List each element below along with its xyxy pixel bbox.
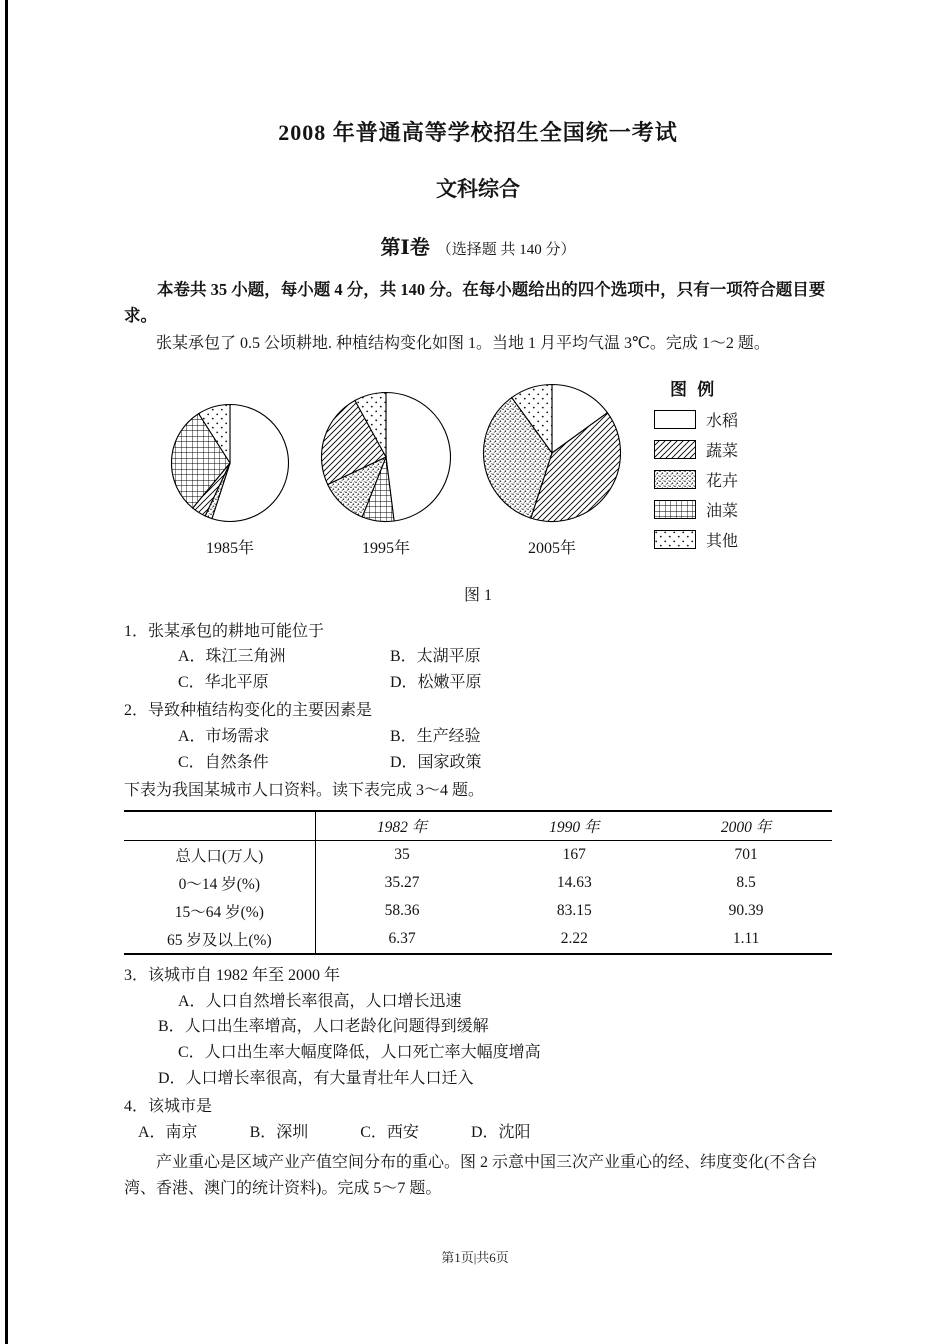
pie-chart-1995年 bbox=[320, 391, 452, 523]
row-label: 0～14 岁(%) bbox=[124, 869, 315, 897]
question-4 bbox=[124, 1094, 832, 1146]
table-header-empty bbox=[124, 811, 315, 841]
pie-year-label: 1995年 bbox=[361, 539, 410, 557]
pie-chart-block bbox=[170, 403, 290, 558]
question-2 bbox=[124, 698, 832, 776]
rape-pattern-swatch-icon bbox=[654, 500, 696, 519]
question-4-option-b: B．深圳 bbox=[249, 1124, 309, 1142]
table-intro: 下表为我国某城市人口资料。读下表完成 3～4 题。 bbox=[124, 782, 485, 800]
question-3 bbox=[124, 963, 832, 1093]
page-footer: 第1页|共6页 bbox=[441, 1250, 509, 1265]
legend-items bbox=[654, 408, 738, 551]
pie-chart-block bbox=[482, 383, 622, 558]
table-header-2000: 2000 年 bbox=[660, 811, 832, 841]
table-cell: 83.15 bbox=[556, 901, 592, 919]
pie-chart-block bbox=[320, 391, 452, 558]
table-cell: 90.39 bbox=[728, 901, 764, 919]
question-1-option-b: B．太湖平原 bbox=[390, 648, 481, 666]
section-name: 第Ⅰ卷 bbox=[380, 237, 430, 259]
question-4-stem: 4．该城市是 bbox=[124, 1098, 213, 1116]
population-table bbox=[124, 810, 832, 955]
question-3-option-c: C．人口出生率大幅度降低，人口死亡率大幅度增高 bbox=[178, 1044, 541, 1062]
row-label: 总人口(万人) bbox=[124, 840, 315, 869]
page-subtitle: 文科综合 bbox=[436, 177, 520, 201]
section-note: （选择题 共 140 分） bbox=[436, 242, 576, 258]
page-title: 2008 年普通高等学校招生全国统一考试 bbox=[278, 120, 678, 145]
table-cell: 58.36 bbox=[384, 901, 420, 919]
table-cell: 35 bbox=[394, 845, 410, 863]
table-cell: 14.63 bbox=[556, 873, 592, 891]
question-1-option-a: A．珠江三角洲 bbox=[178, 648, 286, 666]
question-2-option-d: D．国家政策 bbox=[390, 754, 482, 772]
legend-item-veg bbox=[654, 438, 738, 461]
table-cell: 35.27 bbox=[384, 873, 420, 891]
legend-label: 水稻 bbox=[706, 412, 739, 430]
legend-label: 其他 bbox=[706, 532, 739, 550]
table-cell: 1.11 bbox=[732, 929, 760, 947]
pie-year-label: 2005年 bbox=[527, 539, 576, 557]
table-cell: 701 bbox=[734, 845, 758, 863]
question-1-option-d: D．松嫩平原 bbox=[390, 674, 482, 692]
pie-chart-1985年 bbox=[170, 403, 290, 523]
table-header-1990: 1990 年 bbox=[488, 811, 660, 841]
table-cell: 6.37 bbox=[388, 929, 416, 947]
pie-chart-2005年 bbox=[482, 383, 622, 523]
question-4-option-d: D．沈阳 bbox=[470, 1124, 531, 1142]
legend-item-other bbox=[654, 528, 738, 551]
pie-charts bbox=[124, 373, 622, 558]
question-3-option-b: B．人口出生率增高，人口老龄化问题得到缓解 bbox=[158, 1018, 489, 1036]
question-1-option-c: C．华北平原 bbox=[178, 674, 269, 692]
table-cell: 2.22 bbox=[560, 929, 588, 947]
question-3-option-d: D．人口增长率很高，有大量青壮年人口迁入 bbox=[158, 1070, 474, 1088]
veg-pattern-swatch-icon bbox=[654, 440, 696, 459]
legend-title: 图 例 bbox=[670, 379, 718, 399]
question-4-option-c: C．西安 bbox=[360, 1124, 419, 1142]
scan-edge-line bbox=[5, 0, 8, 1344]
rice-pattern-swatch-icon bbox=[654, 410, 696, 429]
legend-item-flower bbox=[654, 468, 738, 491]
table-row bbox=[124, 897, 832, 925]
figure-1 bbox=[124, 373, 832, 558]
question-3-option-a: A．人口自然增长率很高，人口增长迅速 bbox=[178, 992, 462, 1010]
question-2-options bbox=[124, 724, 832, 776]
table-header-1982: 1982 年 bbox=[315, 811, 488, 841]
table-row bbox=[124, 925, 832, 954]
question-2-stem: 2．导致种植结构变化的主要因素是 bbox=[124, 702, 373, 720]
table-row bbox=[124, 840, 832, 869]
legend-label: 花卉 bbox=[706, 472, 739, 490]
legend-label: 蔬菜 bbox=[706, 442, 739, 460]
other-pattern-swatch-icon bbox=[654, 530, 696, 549]
flower-pattern-swatch-icon bbox=[654, 470, 696, 489]
question-4-options bbox=[124, 1120, 832, 1146]
question-1-options bbox=[124, 644, 832, 696]
questions-1-2-intro: 张某承包了 0.5 公顷耕地. 种植结构变化如图 1。当地 1 月平均气温 3℃。完成 1～2 题。 bbox=[156, 334, 770, 352]
figure-1-caption: 图 1 bbox=[463, 586, 492, 604]
section-heading bbox=[124, 231, 832, 260]
pie-slice-水稻 bbox=[386, 392, 450, 520]
legend-label: 油菜 bbox=[706, 502, 739, 520]
question-4-option-a: A．南京 bbox=[138, 1124, 198, 1142]
question-1 bbox=[124, 619, 832, 697]
pie-year-label: 1985年 bbox=[205, 539, 254, 557]
table-cell: 167 bbox=[562, 845, 586, 863]
table-cell: 8.5 bbox=[736, 873, 756, 891]
table-header-row bbox=[124, 811, 832, 841]
question-2-option-c: C．自然条件 bbox=[178, 754, 269, 772]
question-2-option-a: A．市场需求 bbox=[178, 728, 270, 746]
question-3-stem: 3．该城市自 1982 年至 2000 年 bbox=[124, 966, 341, 984]
legend-item-rice bbox=[654, 408, 738, 431]
legend-item-rape bbox=[654, 498, 738, 521]
question-1-stem: 1．张某承包的耕地可能位于 bbox=[124, 622, 325, 640]
table-row bbox=[124, 869, 832, 897]
legend bbox=[654, 373, 738, 558]
question-2-option-b: B．生产经验 bbox=[390, 728, 481, 746]
exam-notice: 本卷共 35 小题，每小题 4 分，共 140 分。在每小题给出的四个选项中，只有一项符合题目要求。 bbox=[124, 280, 826, 326]
row-label: 15～64 岁(%) bbox=[124, 897, 315, 925]
row-label: 65 岁及以上(%) bbox=[124, 925, 315, 954]
questions-5-7-intro: 产业重心是区域产业产值空间分布的重心。图 2 示意中国三次产业重心的经、纬度变化(不含台湾、香港、澳门的统计资料)。完成 5～7 题。 bbox=[124, 1153, 818, 1198]
